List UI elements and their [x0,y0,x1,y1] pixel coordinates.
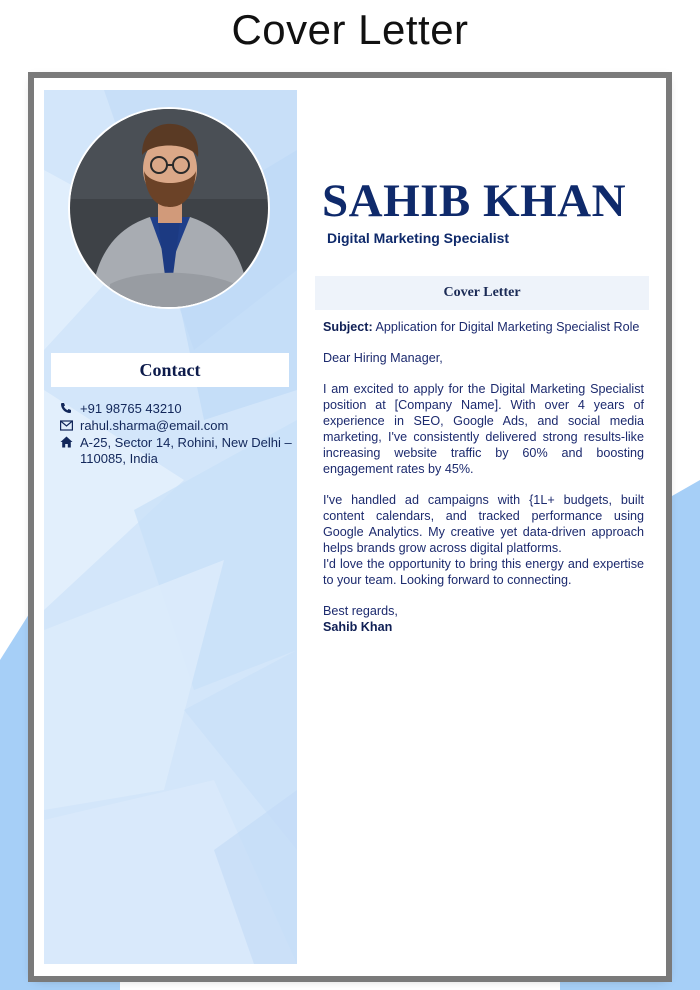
paragraph-3: I'd love the opportunity to bring this energy and expertise to your team. Looking forward to connecting. [323,557,644,587]
closing: Best regards, [323,604,398,618]
home-icon [60,435,80,452]
sidebar [44,90,297,964]
profile-photo [68,107,270,309]
address-text: A-25, Sector 14, Rohini, New Delhi – 110085, India [80,435,292,466]
paragraph-1: I am excited to apply for the Digital Marketing Specialist position at [Company Name]. With over 4 years of experience in SEO, Google Ads, and social media marketing, I've consistently delivered strong results-like increasing website traffic by 60% and boosting engagement rates by 45%. [323,382,644,476]
contact-heading: Contact [51,353,289,387]
page-title: Cover Letter [231,6,469,53]
greeting: Dear Hiring Manager, [323,351,443,365]
applicant-name: SAHIB KHAN [322,175,627,227]
letter-body [323,319,644,635]
subject-text: Application for Digital Marketing Specialist Role [375,320,640,334]
signature: Sahib Khan [323,620,393,634]
applicant-role: Digital Marketing Specialist [327,230,510,246]
subject-line [323,319,644,335]
contact-address [60,435,292,467]
email-text: rahul.sharma@email.com [80,418,229,433]
contact-email [60,418,292,435]
cover-letter-page [34,78,666,976]
person-avatar-icon [70,109,268,307]
contact-list [60,401,292,467]
contact-phone [60,401,292,418]
paragraph-2: I've handled ad campaigns with {1L+ budgets, built content calendars, and tracked performance using Google Analytics. My creative yet data-driven approach helps brands grow across digital platforms. [323,493,644,555]
subject-label: Subject: [323,320,373,334]
phone-text: +91 98765 43210 [80,401,182,416]
mail-icon [60,418,80,435]
cover-letter-heading: Cover Letter [315,276,649,310]
phone-icon [60,401,80,418]
